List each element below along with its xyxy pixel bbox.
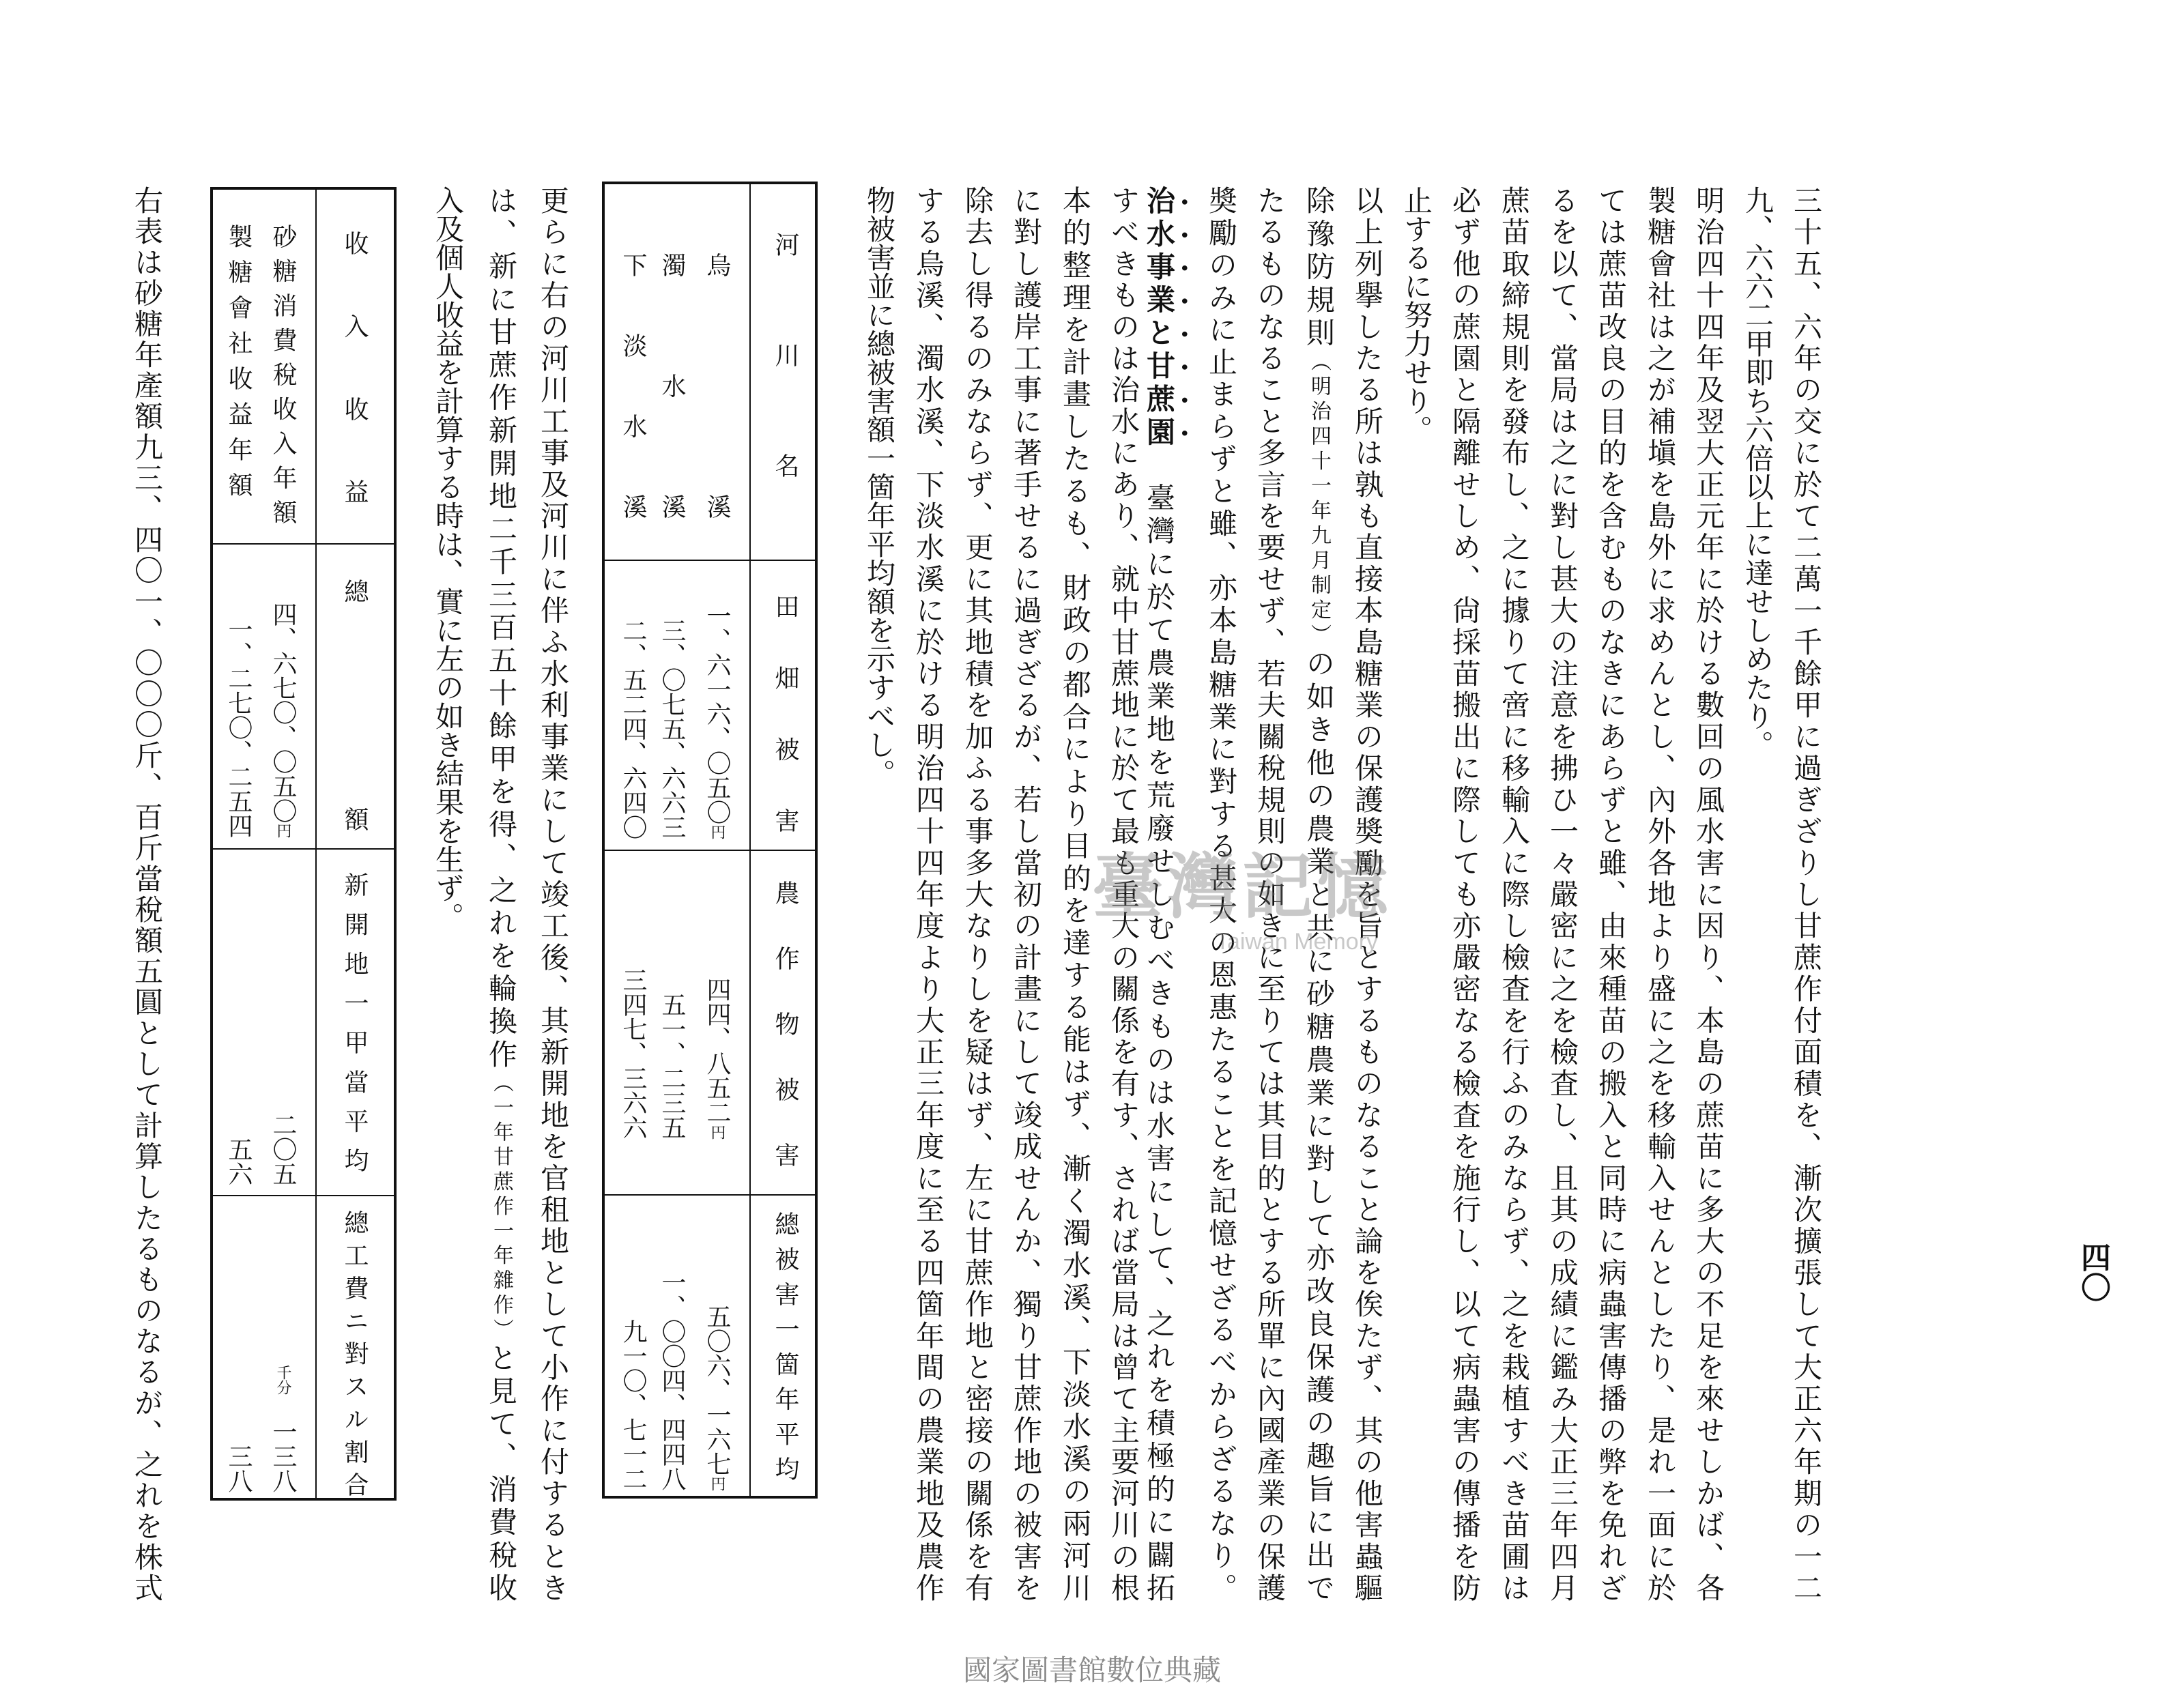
table-divider xyxy=(213,543,394,545)
text-column: 入及個人收益を計算する時は、實に左の如き結果を生ず。 xyxy=(431,186,465,931)
watermark-title: 臺灣記憶 xyxy=(1091,845,1392,929)
table-divider xyxy=(213,848,394,850)
text-column: 本的整理を計畫したるも、財政の都合により目的を達する能はず、漸く濁水溪、下淡水溪の兩河川 xyxy=(1059,186,1092,1602)
text-run: と見て、消費稅收 xyxy=(485,1343,518,1602)
table-row-label: 製糖會社收益年額 xyxy=(225,224,253,497)
page-number: 四〇 xyxy=(2075,1242,2110,1302)
table-cell: 一、〇〇四、四四八 xyxy=(658,1270,686,1491)
table-divider xyxy=(213,1195,394,1196)
text-column: 物被害並に總被害額一箇年平均額を示すべし。 xyxy=(863,186,896,787)
table-header-cell: 收入收益 xyxy=(341,231,369,504)
table-row-label: 濁水溪 xyxy=(658,252,686,519)
text-column: 更らに右の河川工事及河川に伴ふ水利事業にして竣工後、其新開地を官租地として小作に付するとき xyxy=(536,186,570,1602)
table-header-cell: 總額 xyxy=(341,579,369,831)
unit-label: 円 xyxy=(274,823,291,838)
table-divider xyxy=(315,190,317,1498)
table-divider xyxy=(749,184,751,1496)
text-column: 除去し得るのみならず、更に其地積を加ふる事多大なりしを疑はず、左に甘蔗作地と密接の關係を有 xyxy=(961,186,994,1602)
text-run: は、新に甘蔗作新開地二千三百五十餘甲を得、之れを輪換作 xyxy=(485,186,518,1072)
river-damage-table xyxy=(602,182,818,1499)
table-cell: 五六 xyxy=(225,1137,253,1186)
watermark-subtitle: Taiwan Memory xyxy=(1215,929,1379,955)
unit-label: 千分 xyxy=(274,1365,291,1395)
table-header-cell: 總工費ニ對スル割合 xyxy=(341,1210,369,1497)
table-cell: 三八 xyxy=(225,1444,253,1493)
text-column xyxy=(1298,186,1339,1602)
table-divider xyxy=(605,850,815,851)
text-column: 製糖會社は之が補塡を島外に求めんとし、內外各地より盛に之を移輸入せんとしたり、是れ一面に於 xyxy=(1643,186,1677,1602)
unit-label: 円 xyxy=(708,824,725,839)
text-column: 必ず他の蔗園と隔離せしめ、尙採苗搬出に際しても亦嚴密なる檢査を施行し、以て病蟲害の傳播を防 xyxy=(1448,186,1482,1602)
text-column: 右表は砂糖年產額九三、四〇一、〇〇〇斤、百斤當稅額五圓として計算したるものなるが、之れを株式 xyxy=(130,186,164,1602)
text-column: する烏溪、濁水溪、下淡水溪に於ける明治四十四年度より大正三年度に至る四箇年間の農業地及農作 xyxy=(912,186,945,1602)
text-column: 蔗苗取締規則を發布し、之に據りて啻に移輸入に際し檢査を行ふのみならず、之を栽植すべき苗圃は xyxy=(1497,186,1531,1602)
text-run: 除豫防規則 xyxy=(1302,186,1336,351)
text-column xyxy=(1143,186,1193,1602)
unit-label: 円 xyxy=(708,1476,725,1491)
table-divider xyxy=(605,560,815,561)
text-column: るを以て、當局は之に對し甚大の注意を拂ひ一々嚴密に之を檢査し、且其の成績に鑑み大正三年四月 xyxy=(1546,186,1579,1602)
table-cell: 一、六一六、〇五〇円 xyxy=(703,603,731,839)
table-header-cell: 農作物被害 xyxy=(771,880,799,1167)
table-row-label: 下淡水溪 xyxy=(619,252,647,519)
table-cell: 四四、八五二円 xyxy=(703,977,731,1140)
table-cell: 五〇六、一六七円 xyxy=(703,1304,731,1491)
table-row-label: 砂糖消費稅收入年額 xyxy=(269,224,297,524)
table-cell: 三、〇七五、六六三 xyxy=(658,618,686,839)
text-column: 九、六六二甲即ち六倍以上に達せしめたり。 xyxy=(1741,186,1774,759)
table-divider xyxy=(605,1194,815,1196)
text-column xyxy=(480,186,521,1602)
parenthetical-note: （明治四十一年九月制定） xyxy=(1307,350,1331,649)
text-column: ては蔗苗改良の目的を含むものなきにあらずと雖、由來種苗の搬入と同時に病蟲害傳播の弊を免れざ xyxy=(1594,186,1628,1602)
text-column: 以上列擧したる所は孰も直接本島糖業の保護奬勵を旨とするものなること論を俟たず、其の他害蟲驅 xyxy=(1351,186,1384,1602)
table-header-cell: 總被害一箇年平均 xyxy=(771,1211,799,1481)
table-cell: 四、六七〇、〇五〇円 xyxy=(269,602,297,838)
text-column: 明治四十四年及翌大正元年に於ける數回の風水害に因り、本島の蔗苗に多大の不足を來せしかば、各 xyxy=(1692,186,1725,1602)
text-column: 奬勵のみに止まらずと雖、亦本島糖業に對する甚大の恩惠たることを記憶せざるべからざるなり。 xyxy=(1205,186,1238,1602)
table-cell: 二、五二四、六四〇 xyxy=(619,618,647,839)
parenthetical-note: （一年甘蔗作一年雜作） xyxy=(489,1072,513,1344)
table-cell: 三四七、三六六 xyxy=(619,968,647,1140)
text-column: すべきものは治水にあり、就中甘蔗地に於て最も重大の關係を有す、されば當局は曾て主要河川の根 xyxy=(1107,186,1140,1602)
text-run: の如き他の農業と共に砂糖農業に對して亦改良保護の趣旨に出で xyxy=(1302,648,1336,1602)
table-cell: 五一、二三五 xyxy=(658,992,686,1140)
table-row-label: 烏溪 xyxy=(703,252,731,519)
table-cell: 九一〇、七一二 xyxy=(619,1319,647,1491)
table-header-cell: 新開地一甲當平均 xyxy=(341,872,369,1172)
text-run: 臺灣に於て農業地を荒廢せしむべきものは水害にして、之れを積極的に闢拓 xyxy=(1143,450,1176,1602)
archive-footer: 國家圖書館數位典藏 xyxy=(962,1653,1221,1687)
text-column: 止するに努力せり。 xyxy=(1400,186,1433,444)
section-heading: 治水事業と甘蔗園 xyxy=(1143,186,1176,450)
table-cell: 一、二七〇、二五四 xyxy=(225,617,253,838)
table-cell: 二〇五 xyxy=(269,1112,297,1186)
text-column: 三十五、六年の交に於て二萬一千餘甲に過ぎざりし甘蔗作付面積を、漸次擴張して大正六年期の一二 xyxy=(1790,186,1823,1602)
table-header-cell: 河川名 xyxy=(771,232,799,478)
text-column: に對し護岸工事に著手せるに過ぎざるが、若し當初の計畫にして竣成せんか、獨り甘蔗作地の被害を xyxy=(1009,186,1043,1602)
unit-label: 円 xyxy=(708,1125,725,1140)
table-cell: 千分 一三八 xyxy=(269,1365,297,1493)
text-column: たるものなること多言を要せず、若夫關稅規則の如きに至りては其目的とする所單に內國產業の保護 xyxy=(1253,186,1287,1602)
table-header-cell: 田畑被害 xyxy=(771,594,799,833)
revenue-table xyxy=(210,187,397,1501)
